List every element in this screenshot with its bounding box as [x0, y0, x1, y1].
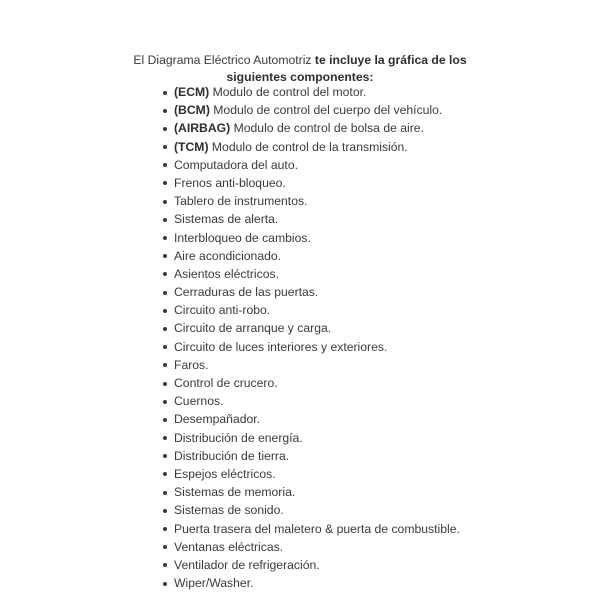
bullet-icon	[163, 291, 167, 295]
list-item	[0, 174, 460, 192]
component-text: Ventanas eléctricas.	[174, 539, 284, 554]
list-item	[0, 465, 460, 483]
list-item	[0, 265, 460, 283]
component-text: Distribución de tierra.	[174, 448, 290, 463]
component-text: Modulo de control del motor.	[209, 85, 367, 99]
bullet-icon	[163, 545, 167, 549]
list-item	[0, 574, 460, 592]
bullet-icon	[163, 509, 167, 513]
component-code: (AIRBAG)	[174, 121, 231, 136]
component-text: Faros.	[174, 357, 209, 372]
bullet-icon	[163, 200, 167, 204]
component-text: Modulo de control de bolsa de aire.	[230, 121, 424, 136]
bullet-icon	[163, 236, 167, 240]
list-item	[0, 392, 460, 410]
component-code: (TCM)	[174, 139, 209, 154]
bullet-icon	[163, 472, 167, 476]
bullet-icon	[163, 363, 167, 367]
list-item	[0, 101, 460, 119]
list-item	[0, 301, 460, 319]
component-text: Puerta trasera del maletero & puerta de combustible.	[174, 521, 460, 536]
list-item	[0, 247, 460, 265]
list-item	[0, 356, 460, 374]
component-text: Cerraduras de las puertas.	[174, 285, 319, 300]
component-text: Cuernos.	[174, 394, 224, 409]
list-item	[0, 283, 460, 301]
component-text: Asientos eléctricos.	[174, 266, 279, 281]
bullet-icon	[163, 582, 167, 586]
bullet-icon	[163, 309, 167, 313]
component-text: Distribución de energía.	[174, 430, 303, 445]
component-text: Modulo de control del cuerpo del vehículo.	[209, 103, 443, 118]
component-text: Circuito de luces interiores y exteriores.	[174, 339, 388, 354]
component-text: Sistemas de memoria.	[174, 485, 296, 500]
list-item	[0, 210, 460, 228]
component-text: Interbloqueo de cambios.	[174, 230, 311, 245]
component-text: Control de crucero.	[174, 376, 278, 390]
component-text: Sistemas de alerta.	[174, 212, 279, 227]
bullet-icon	[163, 91, 167, 95]
list-item	[0, 83, 460, 101]
bullet-icon	[163, 327, 167, 331]
component-text: Modulo de control de la transmisión.	[208, 139, 408, 154]
list-item	[0, 374, 460, 392]
bullet-icon	[163, 345, 167, 349]
bullet-icon	[163, 272, 167, 276]
bullet-icon	[163, 145, 167, 149]
components-list	[0, 83, 460, 592]
bullet-icon	[163, 454, 167, 458]
intro-plain-text: El Diagrama Eléctrico Automotriz	[133, 53, 315, 68]
bullet-icon	[163, 254, 167, 258]
list-item	[0, 138, 460, 156]
component-text: Tablero de instrumentos.	[174, 194, 308, 209]
bullet-icon	[163, 218, 167, 222]
component-text: Frenos anti-bloqueo.	[174, 175, 286, 190]
bullet-icon	[163, 382, 167, 386]
list-item	[0, 229, 460, 247]
bullet-icon	[163, 527, 167, 531]
list-item	[0, 338, 460, 356]
bullet-icon	[163, 436, 167, 440]
bullet-icon	[163, 181, 167, 185]
bullet-icon	[163, 491, 167, 495]
intro-bold-text: te incluye la gráfica de los siguientes componentes:	[226, 53, 467, 85]
component-text: Circuito de arranque y carga.	[174, 321, 332, 336]
component-text: Desempañador.	[174, 412, 261, 427]
bullet-icon	[163, 563, 167, 567]
list-item	[0, 156, 460, 174]
component-code: (ECM)	[174, 85, 210, 99]
list-item	[0, 538, 460, 556]
component-text: Aire acondicionado.	[174, 248, 282, 263]
list-item	[0, 192, 460, 210]
component-text: Circuito anti-robo.	[174, 303, 271, 318]
bullet-icon	[163, 163, 167, 167]
list-item	[0, 447, 460, 465]
bullet-icon	[163, 418, 167, 422]
list-item	[0, 410, 460, 428]
component-code: (BCM)	[174, 103, 210, 118]
list-item	[0, 429, 460, 447]
component-text: Sistemas de sonido.	[174, 503, 284, 518]
bullet-icon	[163, 400, 167, 404]
list-item	[0, 119, 460, 137]
component-text: Computadora del auto.	[174, 157, 298, 172]
bullet-icon	[163, 127, 167, 131]
bullet-icon	[163, 109, 167, 113]
list-item	[0, 556, 460, 574]
list-item	[0, 501, 460, 519]
list-item	[0, 520, 460, 538]
list-item	[0, 483, 460, 501]
list-item	[0, 319, 460, 337]
intro-paragraph	[120, 52, 480, 86]
component-text: Wiper/Washer.	[174, 576, 254, 591]
component-text: Espejos eléctricos.	[174, 466, 276, 481]
component-text: Ventilador de refrigeración.	[174, 557, 320, 572]
